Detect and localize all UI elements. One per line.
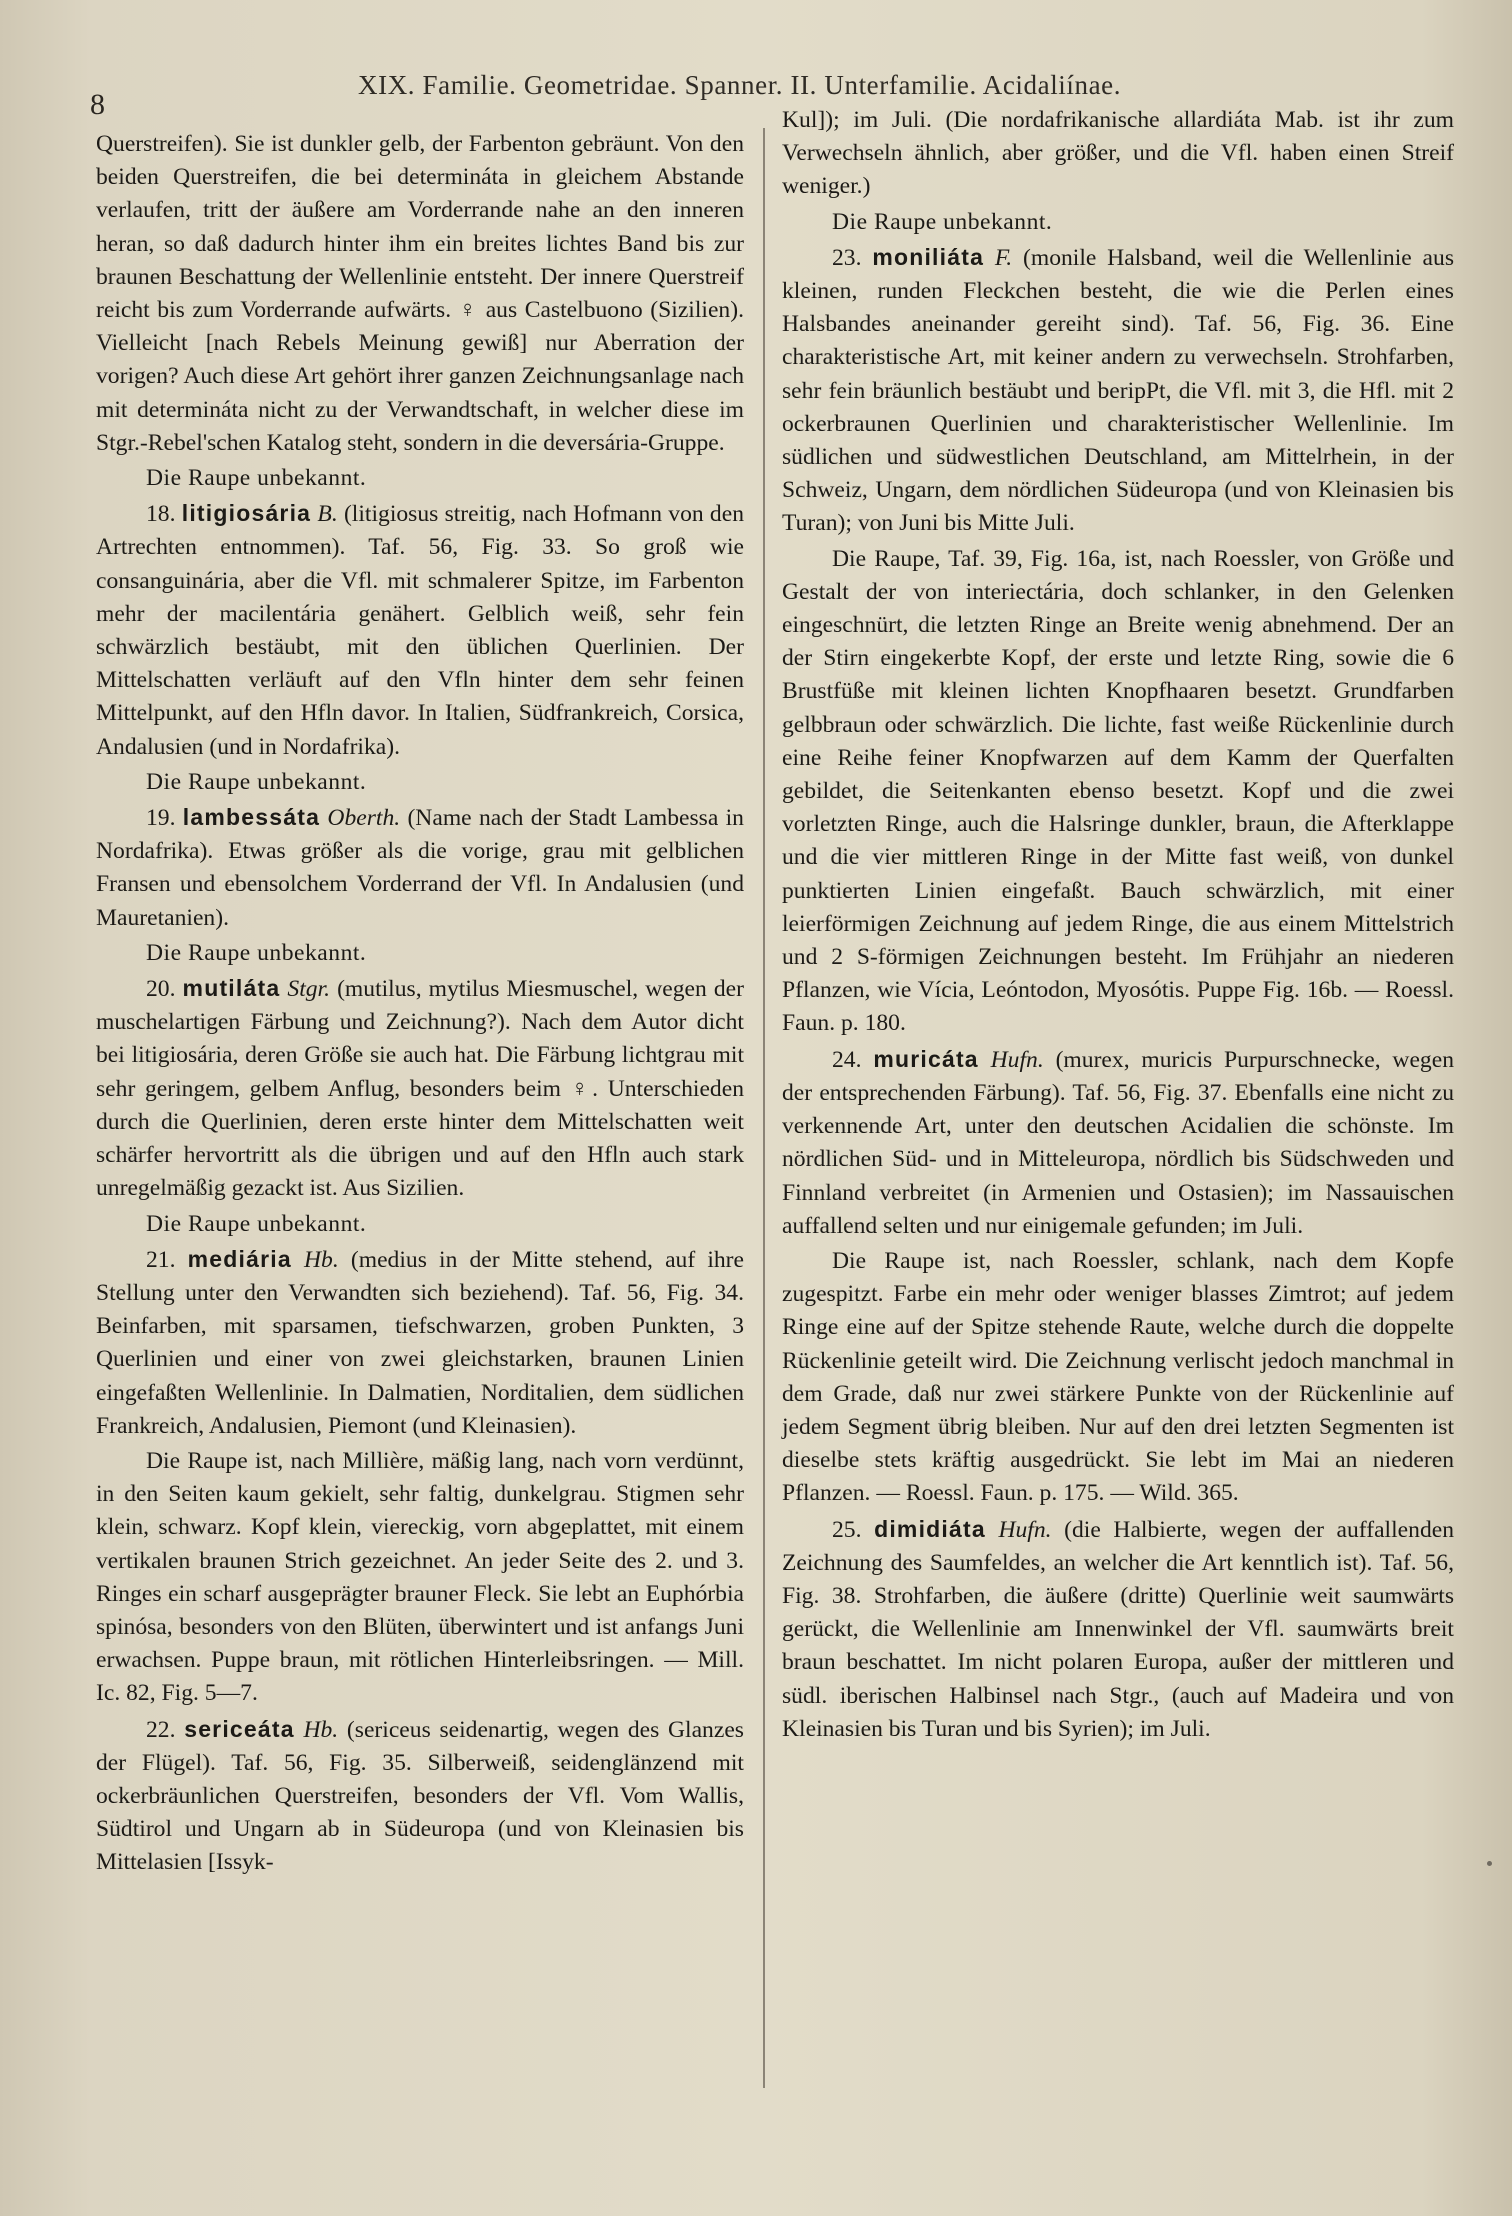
entry-number: 21. <box>146 1246 176 1273</box>
species-entry-18 <box>96 497 744 764</box>
species-entry-22 <box>96 1713 744 1880</box>
species-name: mediária <box>187 1245 292 1272</box>
species-name: muricáta <box>873 1045 979 1072</box>
species-description: (sericeus seidenartig, wegen des Glanzes der Flügel). Taf. 56, Fig. 35. Silberweiß, seidenglänzend mit ockerbräunlichen Querstreifen, besonders der Vfl. Vom Wallis, Südtirol und Ungarn ab in Südeuropa (und von Kleinasien bis Mittelasien [Issyk- <box>96 1716 744 1876</box>
species-name: dimidiáta <box>874 1515 986 1542</box>
species-name: sericeáta <box>184 1715 295 1742</box>
larva-note: Die Raupe unbekannt. <box>146 1210 367 1237</box>
species-description: (die Halbierte, wegen der auffallenden Zeichnung des Saumfeldes, an welcher die Art kenntlich ist). Taf. 56, Fig. 38. Strohfarben, die äußere (dritte) Querlinie weit saumwärts gerückt, die Wellenlinie am Innenwinkel der Vfl. saumwärts breit braun beschattet. Im nicht polaren Europa, außer der mittleren und südl. iberischen Halbinsel nach Stgr., (auch auf Madeira und von Kleinasien bis Turan und bis Syrien); im Juli. <box>782 1516 1455 1742</box>
larva-note: Die Raupe unbekannt. <box>146 768 367 795</box>
entry-number: 25. <box>832 1516 862 1543</box>
right-column <box>782 104 1454 1748</box>
species-author: F. <box>994 244 1013 271</box>
species-description: (litigiosus streitig, nach Hofmann von den Artrechten entnommen). Taf. 56, Fig. 33. So groß wie consanguinária, aber die Vfl. mit schmalerer Spitze, im Farbenton mehr der macilentária genähert. Gelblich weiß, sehr fein schwärzlich bestäubt, mit den üblichen Querlinien. Der Mittelschatten verläuft auf den Vfln hinter dem sehr feinen Mittelpunkt, auf den Hfln davor. In Italien, Südfrankreich, Corsica, Andalusien (und in Nordafrika). <box>96 501 744 760</box>
entry-number: 20. <box>146 976 176 1003</box>
paragraph-continuation: Querstreifen). Sie ist dunkler gelb, der Farbenton gebräunt. Von den beiden Querstreifen, die bei determináta in gleichem Abstande verlaufen, tritt der äußere am Vorderrande nahe an den inneren heran, so daß dadurch hinter ihm ein breites lichtes Band bis zur braunen Beschattung der Wellenlinie entsteht. Der innere Querstreif reicht bis zum Vorderrande aufwärts. ♀ aus Castelbuono (Sizilien). Vielleicht [nach Rebels Meinung gewiß] nur Aberration der vorigen? Auch diese Art gehört ihrer ganzen Zeichnungsanlage nach mit determináta nicht zu der Verwandtschaft, in welcher diese im Stgr.-Rebel'schen Katalog steht, sondern in die deversária-Gruppe. <box>96 131 744 456</box>
species-entry-20 <box>96 972 744 1205</box>
page-number: 8 <box>90 88 105 121</box>
species-entry-19 <box>96 801 744 935</box>
entry-number: 24. <box>832 1046 862 1073</box>
species-description: (mutilus, mytilus Miesmuschel, wegen der muschelartigen Färbung und Zeichnung?). Nach dem Autor dicht bei litigiosária, deren Größe sie auch hat. Die Färbung lichtgrau mit sehr geringem, gelbem Anflug, besonders beim ♀. Unterschieden durch die Querlinien, deren erste hinter dem Mittelschatten weit schärfer hervortritt als die übrigen und auf den Hfln auch stark unregelmäßig gezackt ist. Aus Sizilien. <box>96 976 744 1202</box>
larva-description: Die Raupe, Taf. 39, Fig. 16a, ist, nach Roessler, von Größe und Gestalt der von interiectária, doch schlanker, in den Gelenken eingeschnürt, die letzten Ringe an Breite wenig abnehmend. Der an der Stirn eingekerbte Kopf, der erste und letzte Ring, sowie die 6 Brustfüße mit kleinen lichten Knopfhaaren besetzt. Grundfarben gelbbraun oder schwärzlich. Die lichte, fast weiße Rückenlinie durch eine Reihe feiner Knopfwarzen auf dem Kamm der Querfalten gebildet, die Seitenkanten ebenso besetzt. Kopf und die zwei vorletzten Ringe, auch die Halsringe dunkler, braun, die Afterklappe und die vier mittleren Ringe in der Mitte fast weiß, von dunkel punktierten Linien eingefaßt. Bauch schwärzlich, mit einer leierförmigen Zeichnung auf jedem Ringe, die aus einem Mittelstrich und 2 S-förmigen Zeichnungen besteht. Im Frühjahr an niederen Pflanzen, wie Vícia, Leóntodon, Myosótis. Puppe Fig. 16b. — Roessl. Faun. p. 180. <box>782 545 1454 1037</box>
species-author: Hb. <box>303 1716 339 1743</box>
entry-number: 19. <box>146 805 176 832</box>
species-author: Hufn. <box>990 1046 1044 1073</box>
larva-note: Die Raupe unbekannt. <box>146 939 367 966</box>
species-name: litigiosária <box>181 500 312 527</box>
species-author: Hb. <box>304 1246 339 1273</box>
species-entry-25 <box>782 1513 1454 1746</box>
species-author: Hufn. <box>998 1516 1052 1543</box>
species-name: mutiláta <box>182 975 281 1002</box>
paragraph-continuation: Kul]); im Juli. (Die nordafrikanische allardiáta Mab. ist ihr zum Verwechseln ähnlich, aber größer, und die Vfl. haben einen Streif weniger.) <box>782 107 1454 200</box>
left-column <box>96 128 744 1882</box>
entry-number: 18. <box>146 501 176 528</box>
species-entry-23 <box>782 241 1454 541</box>
larva-note: Die Raupe unbekannt. <box>146 465 367 492</box>
entry-number: 23. <box>832 244 862 271</box>
species-author: Oberth. <box>327 805 401 832</box>
species-author: B. <box>317 501 338 528</box>
larva-note: Die Raupe unbekannt. <box>832 208 1053 235</box>
species-author: Stgr. <box>287 976 331 1003</box>
larva-description: Die Raupe ist, nach Roessler, schlank, nach dem Kopfe zugespitzt. Farbe ein mehr oder weniger blasses Zimtrot; auf jedem Ringe eine auf der Spitze stehende Raute, welche durch die doppelte Rückenlinie geteilt wird. Die Zeichnung verlischt jedoch manchmal in dem Grade, daß nur zwei stärkere Punkte von der Rückenlinie auf jedem Segment übrig bleiben. Nur auf den drei letzten Segmenten ist dieselbe stets kräftig ausgedrückt. Sie lebt im Mai an niederen Pflanzen. — Roessl. Faun. p. 175. — Wild. 365. <box>782 1247 1454 1507</box>
species-description: (murex, muricis Purpurschnecke, wegen der entsprechenden Färbung). Taf. 56, Fig. 37. Ebenfalls eine nicht zu verkennende Art, unter den deutschen Acidalien die schönste. Im nördlichen Süd- und in Mitteleuropa, nördlich bis Südschweden und Finnland verbreitet (in Armenien und Ostasien); im Nassauischen auffallend selten und nur einigemale gefunden; im Juli. <box>782 1046 1454 1239</box>
entry-number: 22. <box>146 1716 176 1743</box>
species-name: lambessáta <box>182 804 321 831</box>
species-description: (medius in der Mitte stehend, auf ihre Stellung unter den Verwandten sich beziehend). Taf. 56, Fig. 34. Beinfarben, mit sparsamen, tiefschwarzen, groben Punkten, 3 Querlinien und einer von zwei gleichstarken, braunen Linien eingefaßten Wellenlinie. In Dalmatien, Norditalien, dem südlichen Frankreich, Andalusien, Piemont (und Kleinasien). <box>96 1246 745 1439</box>
species-description: (monile Halsband, weil die Wellenlinie aus kleinen, runden Fleckchen besteht, die wie die Perlen eines Halsbandes aneinander gereiht sind). Taf. 56, Fig. 36. Eine charakteristische Art, mit keiner andern zu verwechseln. Strohfarben, sehr fein bräunlich bestäubt und beripPt, die Vfl. mit 3, die Hfl. mit 2 ockerbraunen Querlinien und charakteristischer Wellenlinie. Im südlichen und südwestlichen Deutschland, am Mittelrhein, in der Schweiz, Ungarn, dem nördlichen Südeuropa (und von Kleinasien bis Turan); von Juni bis Mitte Juli. <box>782 244 1455 537</box>
running-head: XIX. Familie. Geometridae. Spanner. II. Unterfamilie. Acidaliínae. <box>358 70 1122 100</box>
column-divider <box>763 128 765 2088</box>
margin-dot <box>1487 1861 1492 1866</box>
species-name: moniliáta <box>872 243 985 270</box>
larva-description: Die Raupe ist, nach Millière, mäßig lang, nach vorn verdünnt, in den Seiten kaum gekielt, sehr faltig, dunkelgrau. Stigmen sehr klein, schwarz. Kopf klein, viereckig, vorn abgeplattet, mit einem vertikalen braunen Strich gezeichnet. An jeder Seite des 2. und 3. Ringes ein scharf ausgeprägter brauner Fleck. Sie lebt an Euphórbia spinósa, besonders von den Blüten, überwintert und ist anfangs Juni erwachsen. Puppe braun, mit rötlichen Hinterleibsringen. — Mill. Ic. 82, Fig. 5—7. <box>96 1447 744 1707</box>
species-entry-24 <box>782 1043 1454 1243</box>
species-entry-21 <box>96 1243 744 1443</box>
species-description: (Name nach der Stadt Lambessa in Nordafrika). Etwas größer als die vorige, grau mit gelblichen Fransen und ebensolchem Vorderrand der Vfl. In Andalusien (und Mauretanien). <box>96 805 744 931</box>
